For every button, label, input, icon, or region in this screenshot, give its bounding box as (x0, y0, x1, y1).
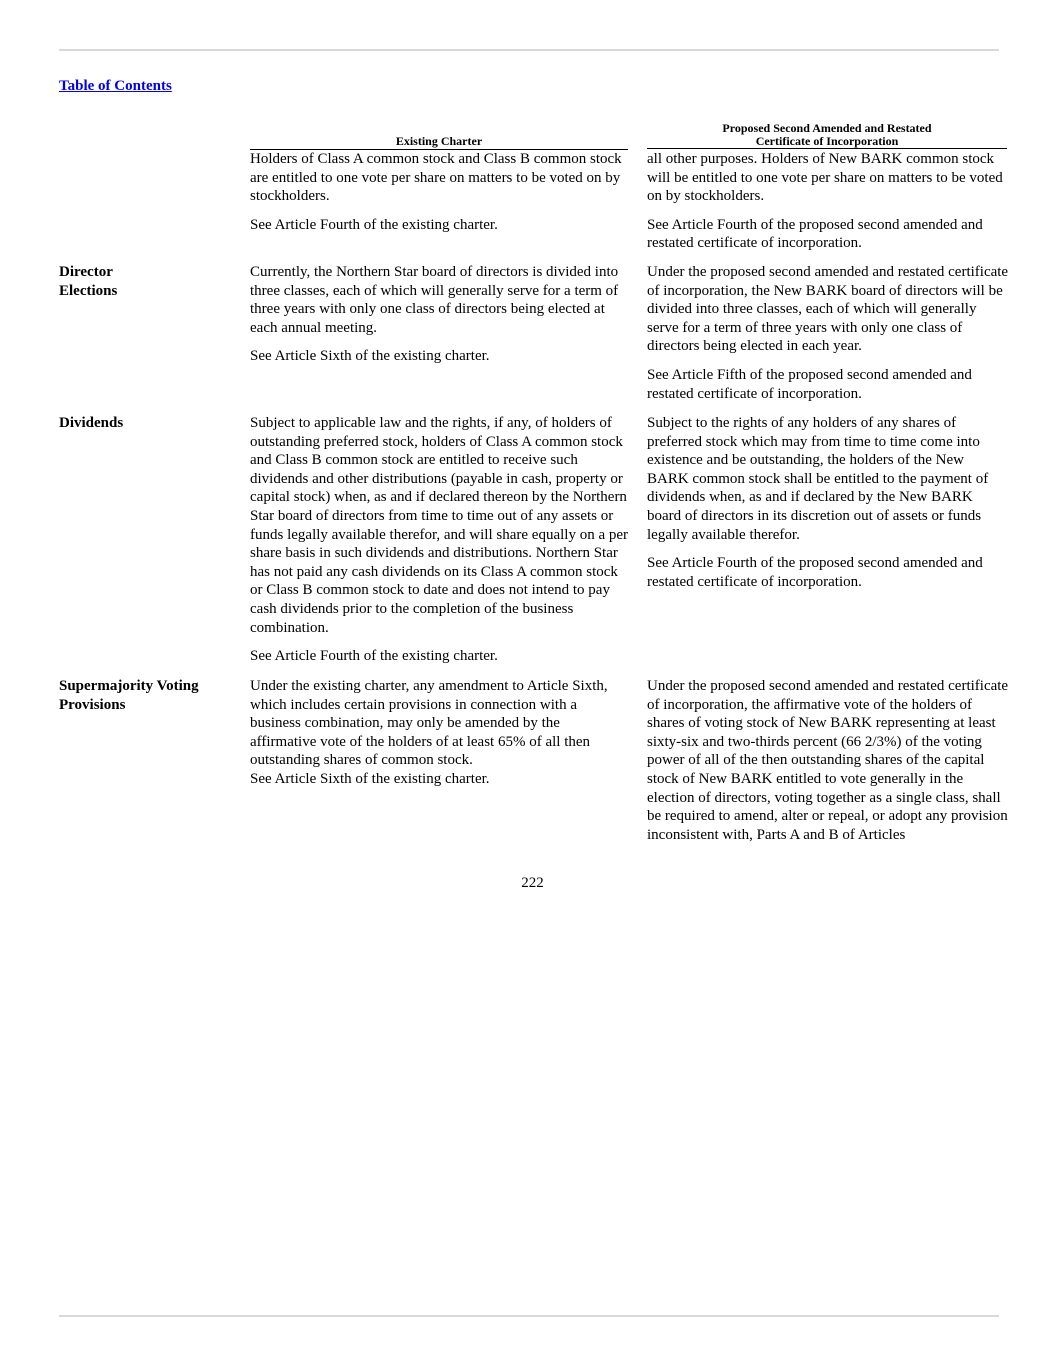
row-supermajority-existing-ref: See Article Sixth of the existing charter. (250, 770, 490, 787)
column-header-proposed-line2: Certificate of Incorporation (755, 133, 899, 148)
row-voting-existing-ref: See Article Fourth of the existing charter. (250, 216, 498, 233)
row-label-director-elections (59, 263, 229, 300)
row-supermajority-proposed-text: Under the proposed second amended and restated certificate of incorporation, the affirmative vote of the holders of shares of voting stock of New BARK representing at least sixty-six and two-thirds percent (66 2/3%) of the voting power of all of the then outstanding shares of the capital stock of New BARK entitled to vote generally in the election of directors, voting together as a single class, shall be required to amend, alter or repeal, or adopt any provision inconsistent with, Parts A and B of Articles (647, 678, 1009, 843)
row-voting-proposed-ref: See Article Fourth of the proposed second amended and restated certificate of incorporation. (647, 216, 983, 252)
row-director-elections-existing-ref: See Article Sixth of the existing charter. (250, 348, 490, 365)
row-voting-existing-text: Holders of Class A common stock and Class B common stock are entitled to one vote per share on matters to be voted on by stockholders. (250, 151, 622, 205)
bottom-divider (59, 1315, 999, 1317)
row-label-supermajority-voting (59, 677, 229, 714)
row-voting-proposed (647, 150, 1009, 253)
row-director-elections-proposed (647, 263, 1009, 403)
row-voting-proposed-text: all other purposes. Holders of New BARK common stock will be entitled to one vote per share on matters to be voted on by stockholders. (647, 151, 1003, 205)
row-label-line2: Elections (59, 282, 118, 299)
row-supermajority-existing-text: Under the existing charter, any amendment to Article Sixth, which includes certain provisions in connection with a business combination, may only be amended by the affirmative vote of the holders of at least 65% of all then outstanding shares of common stock. (250, 678, 608, 769)
row-supermajority-existing (250, 677, 630, 789)
column-header-proposed-certificate (647, 122, 1007, 149)
row-dividends-existing (250, 414, 630, 666)
row-dividends-existing-ref: See Article Fourth of the existing charter. (250, 648, 498, 665)
row-label-line1: Dividends (59, 415, 124, 431)
row-label-line1: Director (59, 264, 113, 280)
column-header-proposed-line1: Proposed Second Amended and Restated (722, 121, 932, 135)
table-of-contents-link[interactable]: Table of Contents (59, 78, 172, 94)
row-director-elections-proposed-ref: See Article Fifth of the proposed second amended and restated certificate of incorporation. (647, 366, 972, 402)
row-dividends-proposed-ref: See Article Fourth of the proposed second amended and restated certificate of incorporation. (647, 555, 983, 590)
row-label-line1: Supermajority Voting (59, 678, 199, 694)
row-voting-existing (250, 150, 630, 234)
page-number: 222 (521, 875, 544, 891)
row-director-elections-proposed-text: Under the proposed second amended and restated certificate of incorporation, the New BARK board of directors will be divided into three classes, each of which will generally serve for a term of three years with only one class of directors being elected in each year. (647, 264, 1009, 355)
row-label-dividends (59, 414, 229, 433)
row-director-elections-existing (250, 263, 630, 366)
row-dividends-proposed-text: Subject to the rights of any holders of any shares of preferred stock which may from time to time come into existence and be outstanding, the holders of the New BARK common stock shall be entitled to the payment of dividends when, as and if declared by the New BARK board of directors in its discretion out of assets or funds legally available therefor. (647, 415, 989, 543)
column-header-existing-charter: Existing Charter (250, 135, 628, 150)
row-dividends-proposed (647, 414, 1009, 591)
row-director-elections-existing-text: Currently, the Northern Star board of directors is divided into three classes, each of which will generally serve for a term of three years with only one class of directors being elected at each annual meeting. (250, 264, 619, 336)
row-supermajority-proposed (647, 677, 1009, 844)
row-label-line2: Provisions (59, 696, 126, 713)
top-divider (59, 49, 999, 51)
row-dividends-existing-text: Subject to applicable law and the rights, if any, of holders of outstanding preferred stock, holders of Class A common stock and Class B common stock are entitled to receive such dividends and other distributions (payable in cash, property or capital stock) when, as and if declared thereon by the Northern Star board of directors from time to time out of any assets or funds legally available therefor, and will share equally on a per share basis in such dividends and distributions. Northern Star has not paid any cash dividends on its Class A common stock or Class B common stock to date and does not intend to pay cash dividends prior to the completion of the business combination. (250, 415, 629, 636)
